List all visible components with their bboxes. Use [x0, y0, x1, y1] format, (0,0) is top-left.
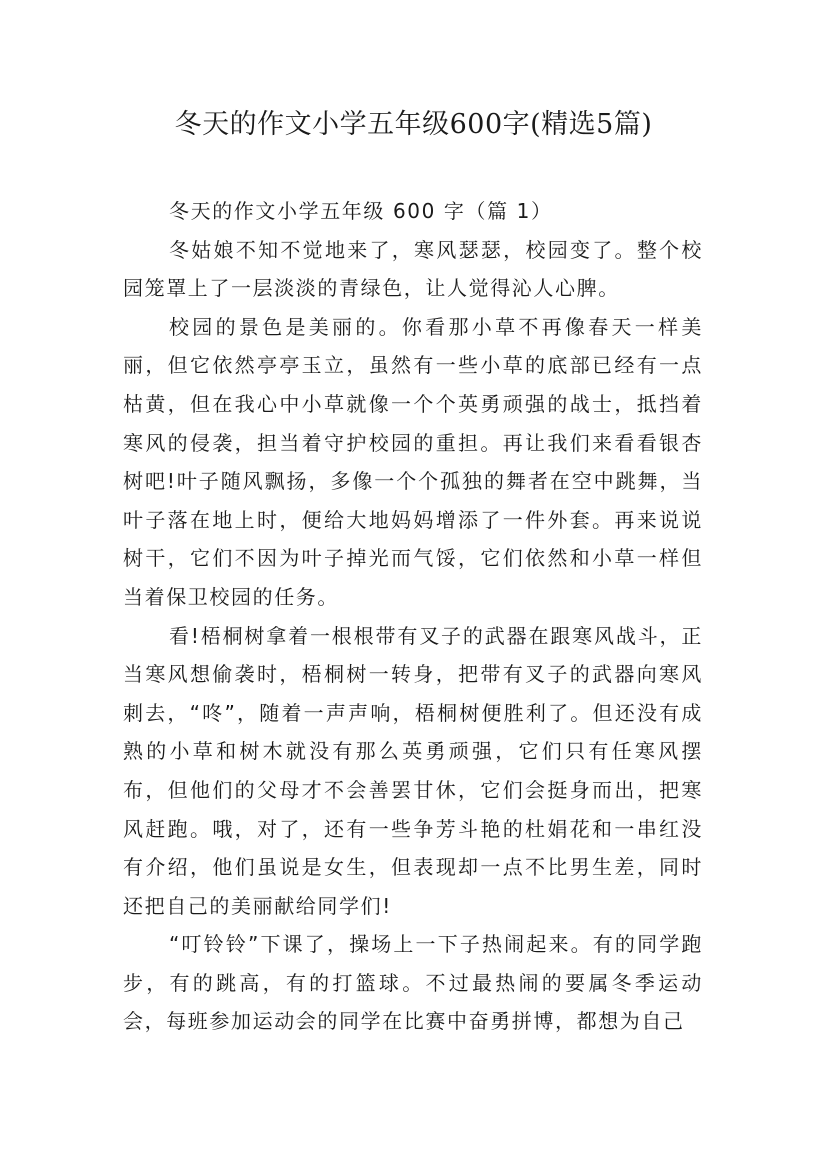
- paragraph-3: 看!梧桐树拿着一根根带有叉子的武器在跟寒风战斗，正当寒风想偷袭时，梧桐树一转身，把带有叉子的武器向寒风刺去，“咚”，随着一声声响，梧桐树便胜利了。但还没有成熟的小草和树木就没有那么英勇顽强，它们只有任寒风摆布，但他们的父母才不会善罢甘休，它们会挺身而出，把寒风赶跑。哦，对了，还有一些争芳斗艳的杜娟花和一串红没有介绍，他们虽说是女生，但表现却一点不比男生差，同时还把自己的美丽献给同学们!: [123, 623, 703, 918]
- document-title: 冬天的作文小学五年级600字(精选5篇): [174, 109, 653, 140]
- paragraph-4: “叮铃铃”下课了，操场上一下子热闹起来。有的同学跑步，有的跳高，有的打篮球。不过最热闹的要属冬季运动会，每班参加运动会的同学在比赛中奋勇拼博，都想为自己: [123, 932, 703, 1034]
- paragraph-2: 校园的景色是美丽的。你看那小草不再像春天一样美丽，但它依然亭亭玉立，虽然有一些小草的底部已经有一点枯黄，但在我心中小草就像一个个英勇顽强的战士，抵挡着寒风的侵袭，担当着守护校园的重担。再让我们来看看银杏树吧!叶子随风飘扬，多像一个个孤独的舞者在空中跳舞，当叶子落在地上时，便给大地妈妈增添了一件外套。再来说说树干，它们不因为叶子掉光而气馁，它们依然和小草一样但当着保卫校园的任务。: [123, 314, 703, 609]
- section-heading: 冬天的作文小学五年级 600 字（篇 1）: [169, 199, 553, 223]
- paragraph-1: 冬姑娘不知不觉地来了，寒风瑟瑟，校园变了。整个校园笼罩上了一层淡淡的青绿色，让人觉得沁人心脾。: [123, 237, 703, 301]
- document-body: [123, 192, 703, 1041]
